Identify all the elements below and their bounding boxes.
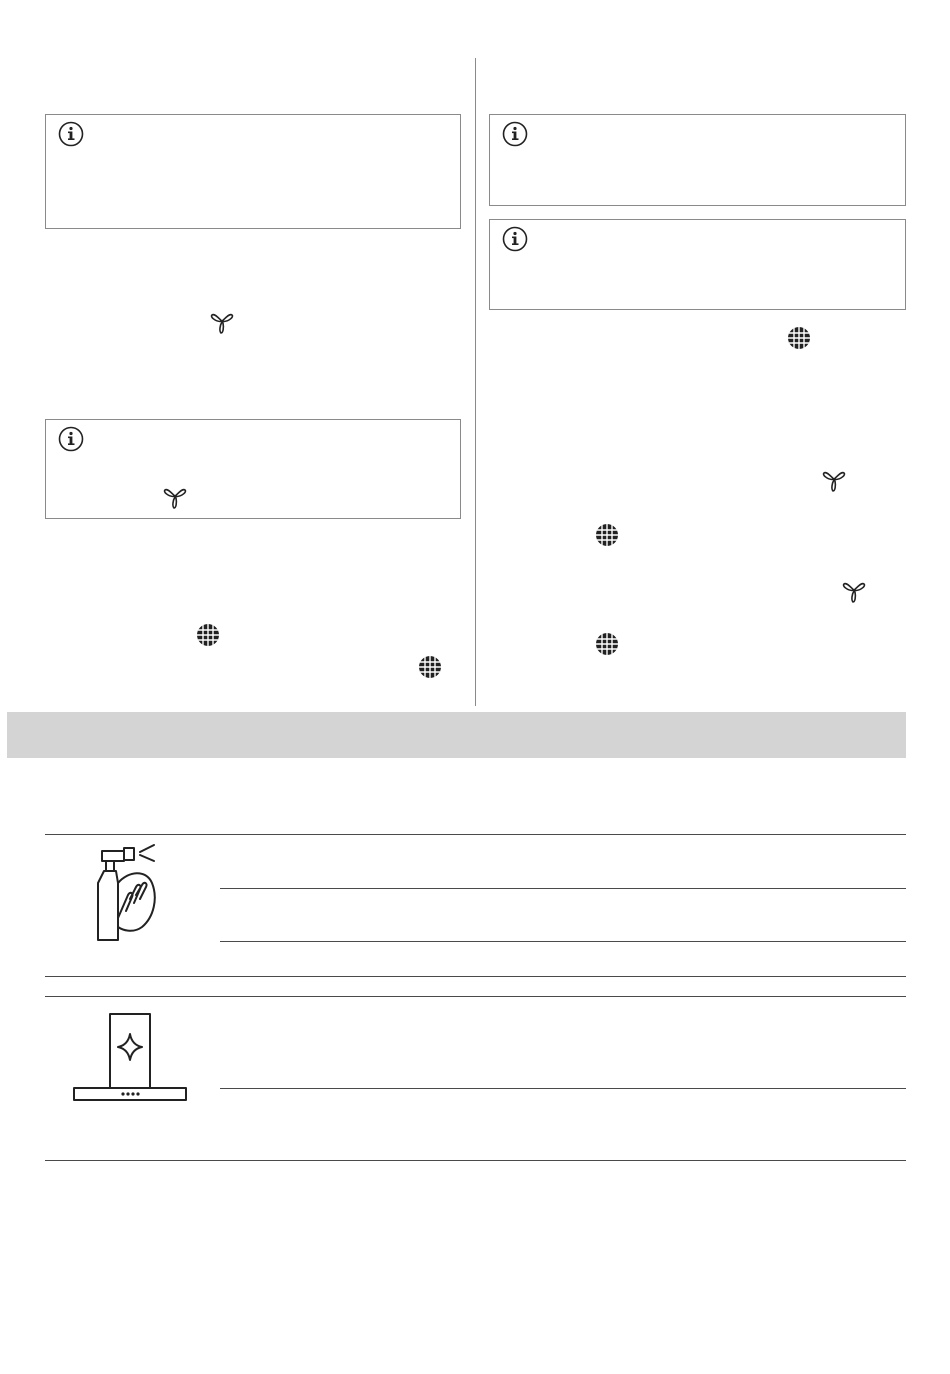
info-icon — [58, 426, 84, 452]
fan-icon — [821, 467, 847, 493]
info-note-box — [489, 114, 906, 206]
grease-filter-icon — [594, 522, 620, 548]
table-rule — [45, 996, 906, 997]
fan-icon — [162, 484, 188, 510]
info-note-box — [45, 419, 461, 519]
column-divider — [475, 58, 476, 706]
section-header-band — [7, 712, 906, 758]
grease-filter-icon — [417, 654, 443, 680]
table-rule — [45, 1160, 906, 1161]
info-icon — [58, 121, 84, 147]
spray-and-cloth-icon — [88, 843, 160, 943]
table-rule — [220, 941, 906, 942]
grease-filter-icon — [195, 622, 221, 648]
table-rule — [45, 834, 906, 835]
cooker-hood-icon — [72, 1012, 188, 1104]
fan-icon — [841, 578, 867, 604]
fan-icon — [209, 309, 235, 335]
info-note-box — [45, 114, 461, 229]
grease-filter-icon — [594, 631, 620, 657]
info-icon — [502, 121, 528, 147]
table-rule — [45, 976, 906, 977]
table-rule — [220, 888, 906, 889]
info-icon — [502, 226, 528, 252]
table-rule — [220, 1088, 906, 1089]
grease-filter-icon — [786, 325, 812, 351]
info-note-box — [489, 219, 906, 310]
